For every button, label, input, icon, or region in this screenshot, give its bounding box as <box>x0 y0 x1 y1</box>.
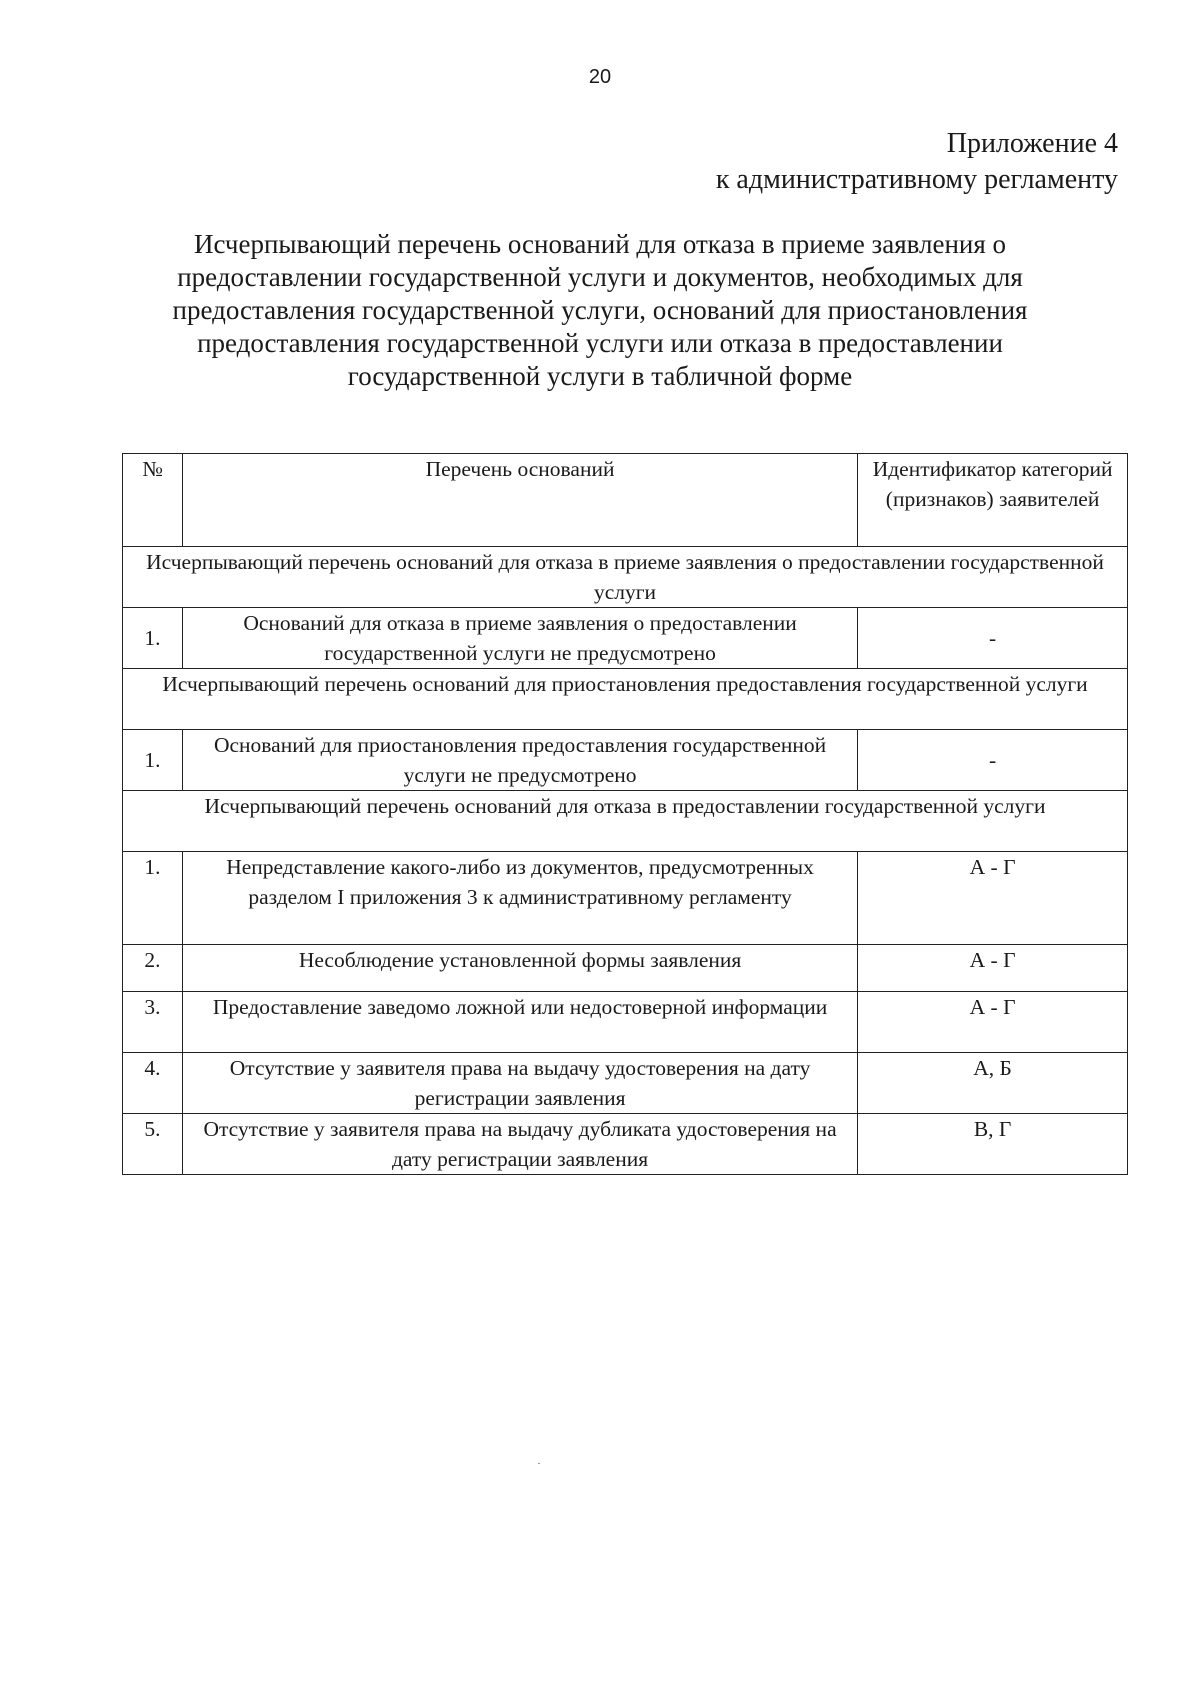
section-title: Исчерпывающий перечень оснований для отказа в предоставлении государственной услуги <box>123 791 1128 852</box>
row-identifier: А - Г <box>858 992 1128 1053</box>
row-number: 1. <box>123 730 183 791</box>
row-number: 1. <box>123 608 183 669</box>
document-title <box>130 228 1070 393</box>
header-number: № <box>123 454 183 547</box>
row-identifier: - <box>858 608 1128 669</box>
table-header-row <box>123 454 1128 547</box>
section-row <box>123 669 1128 730</box>
row-number: 2. <box>123 945 183 992</box>
header-identifier: Идентификатор категорий (признаков) заявителей <box>858 454 1128 547</box>
row-text: Оснований для приостановления предоставления государственной услуги не предусмотрено <box>182 730 857 791</box>
title-line-5: государственной услуги в табличной форме <box>347 361 853 391</box>
title-line-3: предоставления государственной услуги, оснований для приостановления <box>172 295 1028 325</box>
row-number: 4. <box>123 1053 183 1114</box>
table-row <box>123 852 1128 945</box>
table-row <box>123 730 1128 791</box>
row-text: Оснований для отказа в приеме заявления о предоставлении государственной услуги не предусмотрено <box>182 608 857 669</box>
scan-speck <box>538 1463 540 1464</box>
row-number: 5. <box>123 1114 183 1175</box>
title-line-1: Исчерпывающий перечень оснований для отказа в приеме заявления о <box>193 229 1007 259</box>
row-text: Отсутствие у заявителя права на выдачу дубликата удостоверения на дату регистрации заявления <box>182 1114 857 1175</box>
row-text: Отсутствие у заявителя права на выдачу удостоверения на дату регистрации заявления <box>182 1053 857 1114</box>
appendix-reference <box>716 126 1118 198</box>
row-identifier: А - Г <box>858 945 1128 992</box>
row-identifier: - <box>858 730 1128 791</box>
appendix-line-2: к административному регламенту <box>715 164 1118 195</box>
row-text: Предоставление заведомо ложной или недостоверной информации <box>182 992 857 1053</box>
row-identifier: А - Г <box>858 852 1128 945</box>
table-row <box>123 1053 1128 1114</box>
section-row <box>123 791 1128 852</box>
row-text: Непредставление какого-либо из документов, предусмотренных разделом I приложения 3 к административному регламенту <box>182 852 857 945</box>
title-line-4: предоставления государственной услуги или отказа в предоставлении <box>197 328 1003 358</box>
row-number: 3. <box>123 992 183 1053</box>
section-row <box>123 547 1128 608</box>
row-number: 1. <box>123 852 183 945</box>
header-grounds: Перечень оснований <box>182 454 857 547</box>
title-line-2: предоставлении государственной услуги и документов, необходимых для <box>177 262 1023 292</box>
row-identifier: А, Б <box>858 1053 1128 1114</box>
grounds-table <box>122 453 1128 1175</box>
page-number: 20 <box>588 66 612 88</box>
table-row <box>123 1114 1128 1175</box>
table-row <box>123 608 1128 669</box>
table-row <box>123 945 1128 992</box>
table-row <box>123 992 1128 1053</box>
section-title: Исчерпывающий перечень оснований для отказа в приеме заявления о предоставлении государственной услуги <box>123 547 1128 608</box>
section-title: Исчерпывающий перечень оснований для приостановления предоставления государственной услуги <box>123 669 1128 730</box>
row-text: Несоблюдение установленной формы заявления <box>182 945 857 992</box>
row-identifier: В, Г <box>858 1114 1128 1175</box>
appendix-line-1: Приложение 4 <box>946 128 1118 159</box>
